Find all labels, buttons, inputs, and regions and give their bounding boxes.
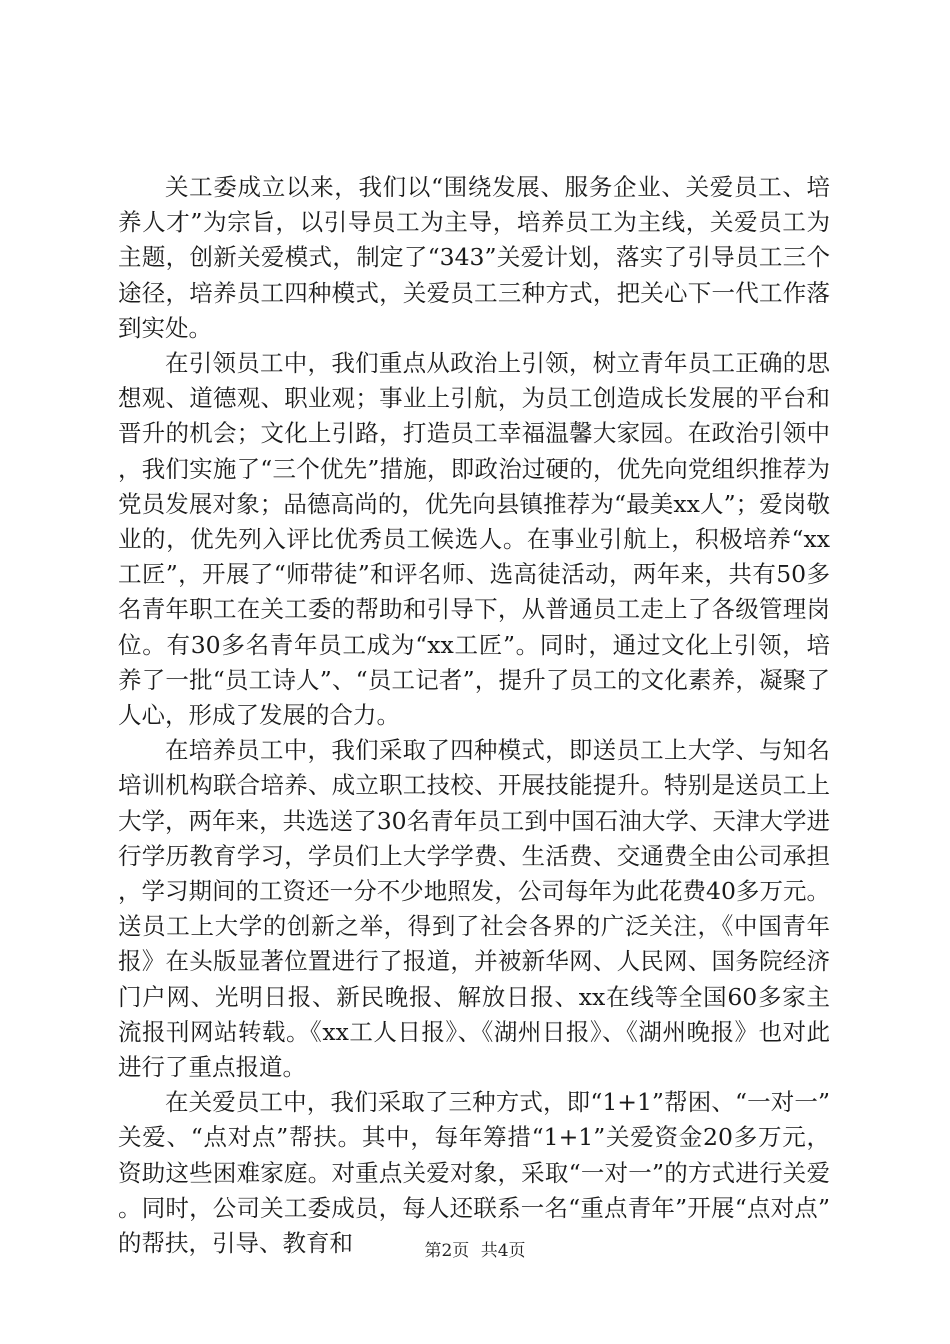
paragraph-training-employees: 在培养员工中，我们采取了四种模式，即送员工上大学、与知名培训机构联合培养、成立职工技校、开展技能提升。特别是送员工上大学，两年来，共选送了30名青年员工到中国石油大学、天津大学进行学历教育学习，学员们上大学学费、生活费、交通费全由公司承担，学习期间的工资还一分不少地照发，公司每年为此花费40多万元。送员工上大学的创新之举，得到了社会各界的广泛关注，《中国青年报》在头版显著位置进行了报道，并被新华网、人民网、国务院经济门户网、光明日报、新民晚报、解放日报、xx在线等全国60多家主流报刊网站转载。《xx工人日报》、《湖州日报》、《湖州晚报》也对此进行了重点报道。 (118, 736, 830, 1082)
page-footer (0, 1236, 950, 1261)
document-body (118, 170, 830, 1261)
paragraph-guiding-employees: 在引领员工中，我们重点从政治上引领，树立青年员工正确的思想观、道德观、职业观；事业上引航，为员工创造成长发展的平台和晋升的机会；文化上引路，打造员工幸福温馨大家园。在政治引领中，我们实施了“三个优先”措施，即政治过硬的，优先向党组织推荐为党员发展对象；品德高尚的，优先向县镇推荐为“最美xx人”；爱岗敬业的，优先列入评比优秀员工候选人。在事业引航上，积极培养“xx工匠”，开展了“师带徒”和评名师、选高徒活动，两年来，共有50多名青年职工在关工委的帮助和引导下，从普通员工走上了各级管理岗位。有30多名青年员工成为“xx工匠”。同时，通过文化上引领，培养了一批“员工诗人”、“员工记者”，提升了员工的文化素养，凝聚了人心，形成了发展的合力。 (118, 349, 830, 730)
page-number: 第2页 (424, 1241, 470, 1261)
paragraph-caring-employees: 在关爱员工中，我们采取了三种方式，即“1+1”帮困、“一对一”关爱、“点对点”帮扶。其中，每年筹措“1+1”关爱资金20多万元，资助这些困难家庭。对重点关爱对象，采取“一对一”的方式进行关爱。同时，公司关工委成员，每人还联系一名“重点青年”开展“点对点”的帮扶，引导、教育和 (118, 1088, 830, 1258)
page-total: 共4页 (480, 1241, 526, 1261)
paragraph-intro: 关工委成立以来，我们以“围绕发展、服务企业、关爱员工、培养人才”为宗旨，以引导员工为主导，培养员工为主线，关爱员工为主题，创新关爱模式，制定了“343”关爱计划，落实了引导员工三个途径，培养员工四种模式，关爱员工三种方式，把关心下一代工作落到实处。 (118, 173, 830, 342)
